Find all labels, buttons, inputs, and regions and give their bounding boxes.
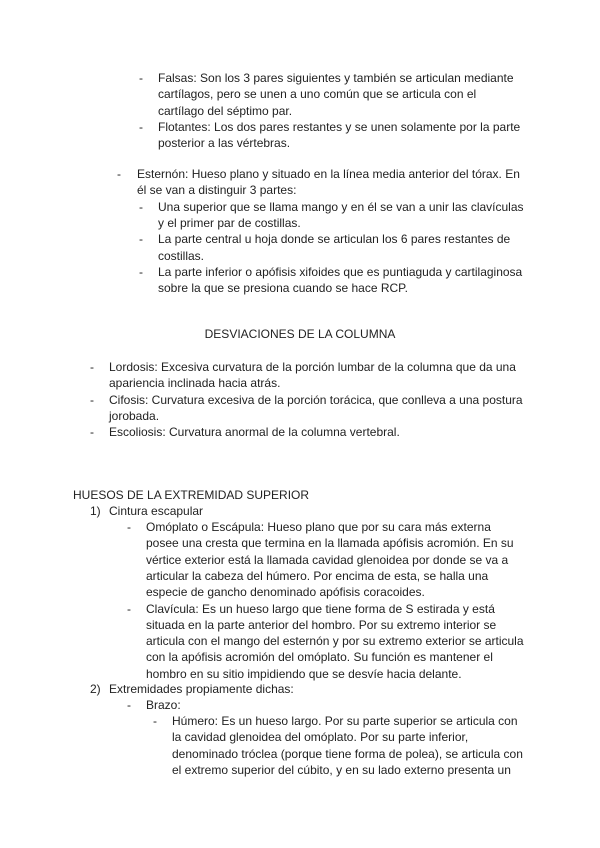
cintura-item-line: situada en la parte anterior del hombro. Por su extremo interior se bbox=[146, 617, 497, 632]
bullet-dash: - bbox=[139, 71, 143, 85]
section-number: 2) bbox=[90, 682, 101, 696]
humero-item-line: denominado tróclea (porque tiene forma de polea), se articula con bbox=[172, 746, 523, 761]
esternon-part-line: sobre la que se presiona cuando se hace RCP. bbox=[158, 281, 408, 296]
section-label: Extremidades propiamente dichas: bbox=[109, 682, 294, 696]
section-heading-desviaciones: DESVIACIONES DE LA COLUMNA bbox=[204, 327, 396, 341]
bullet-dash: - bbox=[90, 392, 94, 407]
bullet-dash: - bbox=[90, 360, 94, 374]
esternon-part-line: La parte central u hoja donde se articulan los 6 pares restantes de bbox=[158, 232, 511, 247]
desviacion-item-line: Cifosis: Curvatura excesiva de la porción torácica, que conlleva a una postura bbox=[109, 392, 523, 407]
humero-item-line: la cavidad glenoidea del omóplato. Por su parte inferior, bbox=[172, 730, 469, 745]
desviacion-item-line: Lordosis: Excesiva curvatura de la porción lumbar de la columna que da una bbox=[109, 360, 516, 374]
bullet-dash: - bbox=[127, 520, 131, 534]
section-label: Cintura escapular bbox=[109, 504, 204, 518]
cintura-item-line: articular la cabeza del húmero. Por encima de esta, se halla una bbox=[146, 568, 489, 583]
esternon-item-line: Esternón: Hueso plano y situado en la línea media anterior del tórax. En bbox=[137, 167, 520, 181]
costilla-item-line: cartílago del séptimo par. bbox=[158, 103, 293, 118]
bullet-dash: - bbox=[139, 264, 143, 279]
costilla-item-line: posterior a las vértebras. bbox=[158, 136, 291, 151]
bullet-dash: - bbox=[127, 601, 131, 616]
cintura-item-line: con la apófisis acromión del omóplato. Su función es mantener el bbox=[146, 650, 493, 665]
cintura-item-line: hombro en su sitio impidiendo que se desvíe hacia delante. bbox=[146, 666, 462, 681]
esternon-part-line: La parte inferior o apófisis xifoides que es puntiaguda y cartilaginosa bbox=[158, 264, 523, 279]
cintura-item-line: posee una cresta que termina en la llamada apófisis acromión. En su bbox=[146, 536, 514, 551]
cintura-item-line: especie de gancho denominado apófisis coracoides. bbox=[146, 585, 425, 600]
desviacion-item-line: jorobada. bbox=[109, 408, 160, 423]
bullet-dash: - bbox=[139, 119, 143, 134]
bullet-dash: - bbox=[139, 232, 143, 247]
cintura-item-line: Clavícula: Es un hueso largo que tiene forma de S estirada y está bbox=[146, 601, 495, 616]
cintura-item-line: articula con el mango del esternón y por su extremo exterior se articula bbox=[146, 634, 524, 649]
cintura-item-line: Omóplato o Escápula: Hueso plano que por su cara más externa bbox=[146, 520, 491, 534]
esternon-part-line: Una superior que se llama mango y en él se van a unir las clavículas bbox=[158, 199, 524, 214]
humero-item-line: el extremo superior del cúbito, y en su lado externo presenta un bbox=[172, 762, 511, 777]
costilla-item-line: cartílagos, pero se unen a uno común que se articula con el bbox=[158, 87, 477, 102]
brazo-label: Brazo: bbox=[146, 698, 181, 712]
esternon-part-line: y el primer par de costillas. bbox=[158, 215, 301, 230]
esternon-item-line: él se van a distinguir 3 partes: bbox=[137, 183, 297, 198]
costilla-item-line: Falsas: Son los 3 pares siguientes y también se articulan mediante bbox=[158, 71, 514, 85]
bullet-dash: - bbox=[127, 698, 131, 712]
bullet-dash: - bbox=[117, 167, 121, 181]
esternon-part-line: costillas. bbox=[158, 248, 205, 263]
desviacion-item-line: Escoliosis: Curvatura anormal de la columna vertebral. bbox=[109, 425, 400, 440]
bullet-dash: - bbox=[90, 425, 94, 440]
bullet-dash: - bbox=[139, 199, 143, 214]
costilla-item-line: Flotantes: Los dos pares restantes y se unen solamente por la parte bbox=[158, 119, 521, 134]
cintura-item-line: vértice exterior está la llamada cavidad glenoidea por donde se va a bbox=[146, 552, 509, 567]
desviacion-item-line: apariencia inclinada hacia atrás. bbox=[109, 376, 281, 391]
section-heading-extremidad: HUESOS DE LA EXTREMIDAD SUPERIOR bbox=[73, 488, 310, 502]
humero-item-line: Húmero: Es un hueso largo. Por su parte superior se articula con bbox=[172, 714, 518, 728]
section-number: 1) bbox=[90, 504, 101, 518]
bullet-dash: - bbox=[153, 714, 157, 728]
